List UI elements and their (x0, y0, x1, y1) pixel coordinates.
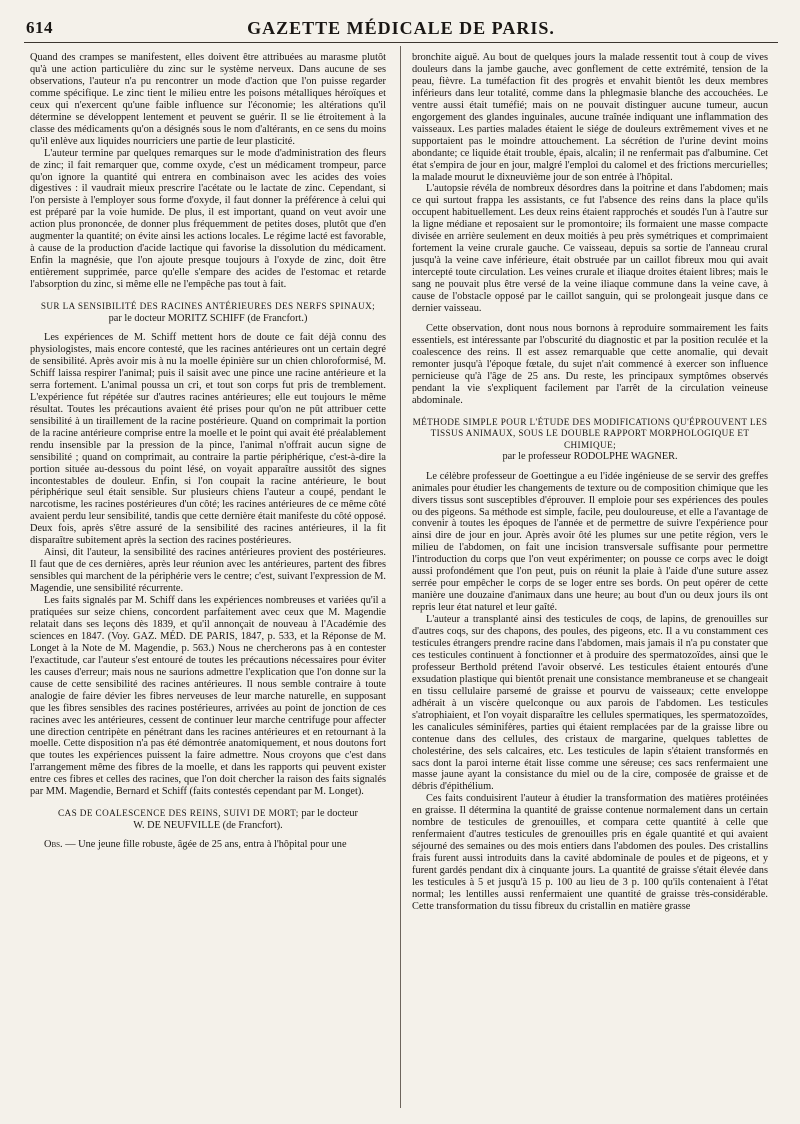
article-heading (412, 417, 768, 463)
article-title: CAS DE COALESCENCE DES REINS, SUIVI DE MORT; (58, 808, 299, 819)
paragraph: Les expériences de M. Schiff mettent hors de doute ce fait déjà connu des physiologistes, mais encore contesté, que les racines antérieures ont un certain degré de sensibilité. Après avoir mis à nu la moelle épinière sur un chien chloroformisé, M. Schiff laissa respirer l'animal; puis il saisit avec une pince une racine antérieure et la serra fortement. L'animal poussa un cri, et tout son corps fut pris de tremblement. L'expérience fut répétée sur d'autres racines antérieures; elle eut toujours le même résultat. Toutes les précautions avaient été prises pour qu'on ne pût attribuer cette sensibilité à un tiraillement de la racine postérieure. Quand on comprimait la portion de la racine antérieure comprise entre la moelle et le point qui avait été préalablement rendu insensible par la pression de la pince, l'animal n'offrait aucun signe de sensibilité ; quand on comprimait, au contraire la partie périphérique, c'est-à-dire la portion située au-dessous du point lésé, on voyait apparaître aussitôt des signes incontestables de douleur. Enfin, si l'on coupait la racine antérieure, le bout périphérique seul était sensible. Sur plusieurs chiens l'auteur a coupé, pendant le narcotisme, les racines postérieures d'un côté; les racines antérieures de ce même côté avaient perdu leur sensibilité, tandis que cette dernière était manifeste du côté opposé. Deux fois, après s'être assuré de la sensibilité des racines antérieures, il la fit disparaître subitement après la section des racines postérieures. (30, 332, 386, 547)
journal-title: GAZETTE MÉDICALE DE PARIS. (247, 18, 555, 38)
paragraph: Ainsi, dit l'auteur, la sensibilité des racines antérieures provient des postérieures. Il faut que de ces dernières, après leur réunion avec les antérieures, partent des fibres sensibles qui marchent de la périphérie vers le centre; c'est, suivant l'expression de M. Magendie, une sensibilité récurrente. (30, 547, 386, 595)
article-byline: par le docteur (301, 808, 358, 820)
right-column (412, 52, 768, 1112)
paragraph: Ces faits conduisirent l'auteur à étudier la transformation des matières protéinées en graisse. Il détermina la quantité de graisse contenue normalement dans un certain nombre de testicules de grenouilles, et compara cette quantité à celle que renfermaient d'autres testicules de grenouilles pris en égale quantité et qui avaient séjourné des semaines ou des mois entiers dans l'abdomen des poules. Des cristallins frais furent aussi introduits dans la cavité abdominale de poules et de pigeons, et y furent gardés pendant dix à cinquante jours. La quantité de graisse s'était élevée dans les testicules à 5 et jusqu'à 15 p. 100 au lieu de 3 p. 100 qu'ils contenaient à l'état normal; les lentilles aussi renfermaient une quantité de graisse très-considérable. Cette transformation du tissu fibreux du cristallin en matière grasse (412, 793, 768, 912)
observation-paragraph (30, 839, 386, 851)
article-title: MÉTHODE SIMPLE POUR L'ÉTUDE DES MODIFICATIONS QU'ÉPROUVENT LES TISSUS ANIMAUX, SOUS LE DOUBLE RAPPORT MORPHOLOGIQUE ET CHIMIQUE; (412, 416, 768, 450)
page-number: 614 (26, 18, 53, 37)
paragraph: Le célèbre professeur de Goettingue a eu l'idée ingénieuse de se servir des greffes animales pour étudier les changements de texture ou de composition chimique que les divers tissus sont susceptibles d'éprouver. Il emploie pour ses expériences des poules ou des pigeons. Sa méthode est simple, facile, peu douloureuse, et elle a l'avantage de convenir à toutes les époques de l'année et de permettre de suivre l'expérience pour ainsi dire de jour en jour. Après avoir ôté les plumes sur une petite région, vers le milieu de l'abdomen, on fait une incision transversale suffisante pour permettre l'introduction du corps que l'on veut expérimenter; on pousse ce corps avec le doigt aussi profondément que l'on peut, puis on réunit la plaie à l'aide d'une suture assez serrée pour empêcher le corps de se loger entre ses bords. On peut opérer de cette manière une douzaine d'animaux dans une heure; au bout d'un ou deux jours ils ont repris leur état naturel et leur gaîté. (412, 470, 768, 614)
page-header (24, 18, 778, 43)
left-column (30, 52, 386, 1112)
column-divider (400, 46, 401, 1108)
paragraph: L'autopsie révéla de nombreux désordres dans la poitrine et dans l'abdomen; mais ce qui surtout frappa les assistants, ce fut l'absence des reins dans la place qu'ils occupent habituellement. Les deux reins étaient rapprochés et soudés l'un à l'autre sur la ligne médiane et reposaient sur le promontoire; ils formaient une masse compacte divisée en arrière seulement en deux moitiés à peu près symétriques et comprimaient fortement la veine crurale gauche. Ce vaisseau, depuis sa sortie de l'anneau crural jusqu'à la veine cave inférieure, était obstruée par un caillot fibreux mou qui avait intercepté toute circulation. Les veines crurale et iliaque droites étaient libres; mais le sang ne pouvait plus être versé de la veine iliaque commune dans la veine cave, à cause de l'obstacle opposé par le caillot sanguin, qui se prolongeait jusque dans ce dernier vaisseau. (412, 183, 768, 315)
article-title: SUR LA SENSIBILITÉ DES RACINES ANTÉRIEURES DES NERFS SPINAUX; (40, 301, 376, 312)
obs-label: Obs. (44, 839, 63, 851)
article-byline: par le docteur MORITZ SCHIFF (de Francfort.) (108, 312, 308, 324)
article-byline: par le professeur RODOLPHE WAGNER. (502, 451, 678, 463)
paragraph: L'auteur a transplanté ainsi des testicules de coqs, de lapins, de grenouilles sur d'autres coqs, sur des chapons, des poules, des pigeons, etc. Il a vu constamment ces testicules étrangers prendre racine dans l'abdomen, mais jamais il n'a pu constater que ces testicules continuent à fonctionner et à produire des spermatozoïdes, ainsi que le professeur Berthold prétend l'avoir observé. Les testicules étaient entourés d'une exsudation plastique qui bientôt prenait une consistance membraneuse et se changeait en tissu cellulaire parsemé de graisse et pourvu de vaisseaux; cette enveloppe adhérait à un viscère quelconque ou aux parois de l'abdomen. Les testicules s'atrophiaient, et l'on voyait disparaître les cellules spermatiques, les spermatozoïdes, les canalicules séminifères, parties qui étaient remplacées par de la graisse libre ou contenue dans des cellules, des cristaux de margarine, quelques tablettes de cholestérine, des sels calcaires, etc. Les testicules de lapin s'étaient transformés en sacs dont la paroi interne était lisse comme une séreuse; ces sacs renfermaient une masse jaune ayant la consistance du miel ou de la cire, composée de graisse et de débris d'épithélium. (412, 614, 768, 793)
paragraph: bronchite aiguë. Au bout de quelques jours la malade ressentit tout à coup de vives douleurs dans la jambe gauche, avec gonflement de cette extrémité, tension de la peau, fièvre. La tuméfaction fit des progrès et envahit bientôt les deux membres inférieurs dans leur totalité, comme dans la phlegmasie blanche des accouchées. Le ventre aussi était tuméfié; mais on ne pouvait distinguer aucune tumeur, aucun engorgement des glandes inguinales, aucune traînée indiquant une inflammation des vaisseaux. Les parties malades étaient le siége de douleurs extrêmement vives et ne supportaient pas le moindre attouchement. La sécrétion de l'urine devint moins abondante; ce liquide était trouble, épais, alcalin; il ne renfermait pas d'albumine. Cet état s'empira de jour en jour, malgré l'emploi du calomel et des frictions mercurielles; la malade mourut le dixneuvième jour de son entrée à l'hôpital. (412, 52, 768, 183)
article-heading (30, 301, 386, 324)
obs-text: — Une jeune fille robuste, âgée de 25 ans, entra à l'hôpital pour une (62, 839, 347, 851)
article-author: W. DE NEUFVILLE (de Francfort). (133, 819, 283, 831)
paragraph: Les faits signalés par M. Schiff dans les expériences nombreuses et variées qu'il a pratiquées sur seize chiens, concordent parfaitement avec ceux que M. Magendie relatait dans ses leçons dès 1839, et qu'il annonçait de nouveau à l'Académie des sciences en 1847. (Voy. GAZ. MÉD. DE PARIS, 1847, p. 533, et la Réponse de M. Longet à la Note de M. Magendie, p. 563.) Nous ne chercherons pas à en contester l'exactitude, car l'auteur s'est entouré de toutes les précautions nécessaires pour éviter les causes d'erreur; mais nous ne saurions admettre l'explication que l'on donne sur la cause de cette sensibilité des racines antérieures. Il nous semble contraire à toute analogie de faire dévier les fibres nerveuses de leur marche naturelle, en supposant que les fibres sensibles des racines postérieures, arrivées au point de jonction de ces racines avec les antérieures, cessent de continuer leur marche centrifuge pour affecter une direction centripète en pénétrant dans les racines antérieures et en retournant à la moelle. Cette disposition n'a pas été démontrée anatomiquement, et nous doutons fort que toutes les expériences puissent la faire admettre. Nous croyons que c'est dans l'arrangement même des fibres de la moelle, et dans les rapports qui peuvent exister entre ces fibres et celles des racines, que l'on doit chercher la raison des faits signalés par MM. Magendie, Bernard et Schiff (faits contestés cependant par M. Longet). (30, 595, 386, 798)
paragraph: Cette observation, dont nous nous bornons à reproduire sommairement les faits essentiels, est intéressante par l'obscurité du diagnostic et par la position reculée et la coalescence des reins. Il est assez remarquable que cette anomalie, qui devait remonter jusqu'à l'époque fœtale, du sujet n'ait commencé à exercer son influence pernicieuse qu'à l'âge de 25 ans. Du reste, les principaux symptômes observés pendant la vie s'expliquent facilement par l'arrêt de la circulation veineuse abdominale. (412, 322, 768, 406)
paragraph: L'auteur termine par quelques remarques sur le mode d'administration des fleurs de zinc; il fait remarquer que, comme oxyde, c'est un médicament trompeur, parce qu'on ignore la quantité qui entrera en combinaison avec les acides des voies digestives : il vaudrait mieux prescrire l'acétate ou le lactate de zinc. Cependant, si l'on persiste à l'employer sous forme d'oxyde, il faut donner la préférence à celui qui est préparé par la voie humide. De plus, il est important, quand on veut avoir une action plus prononcée, de donner plus fréquemment de petites doses, plutôt que d'en augmenter la quantité; on évite ainsi les actions locales. Le régime lacté est favorable, à cause de la production d'acide lactique qui favorise la dissolution du médicament. Enfin la magnésie, que l'on ajoute presque toujours à l'oxyde de zinc, doit être entièrement supprimée, parce qu'elle s'empare des acides de l'estomac et retarde l'absorption du zinc, si même elle ne l'empêche pas tout à fait. (30, 147, 386, 291)
article-heading (30, 808, 386, 831)
paragraph: Quand des crampes se manifestent, elles doivent être attribuées au marasme plutôt qu'à une action particulière du zinc sur le système nerveux. Dans aucune de ses observations, l'auteur n'a pu rencontrer un mode d'action que l'on puisse regarder comme spécifique. Le zinc tient le milieu entre les poisons métalliques héroïques et ceux qui n'exercent qu'une faible influence sur l'économie; les altérations qu'il détermine se développent lentement et peuvent se guérir. Il se lie étroitement à la classe des médicaments qu'on a désignés sous le nom d'altérants, en ce sens du moins qu'il enlève aux liquides nourriciers une partie de leur plasticité. (30, 52, 386, 147)
